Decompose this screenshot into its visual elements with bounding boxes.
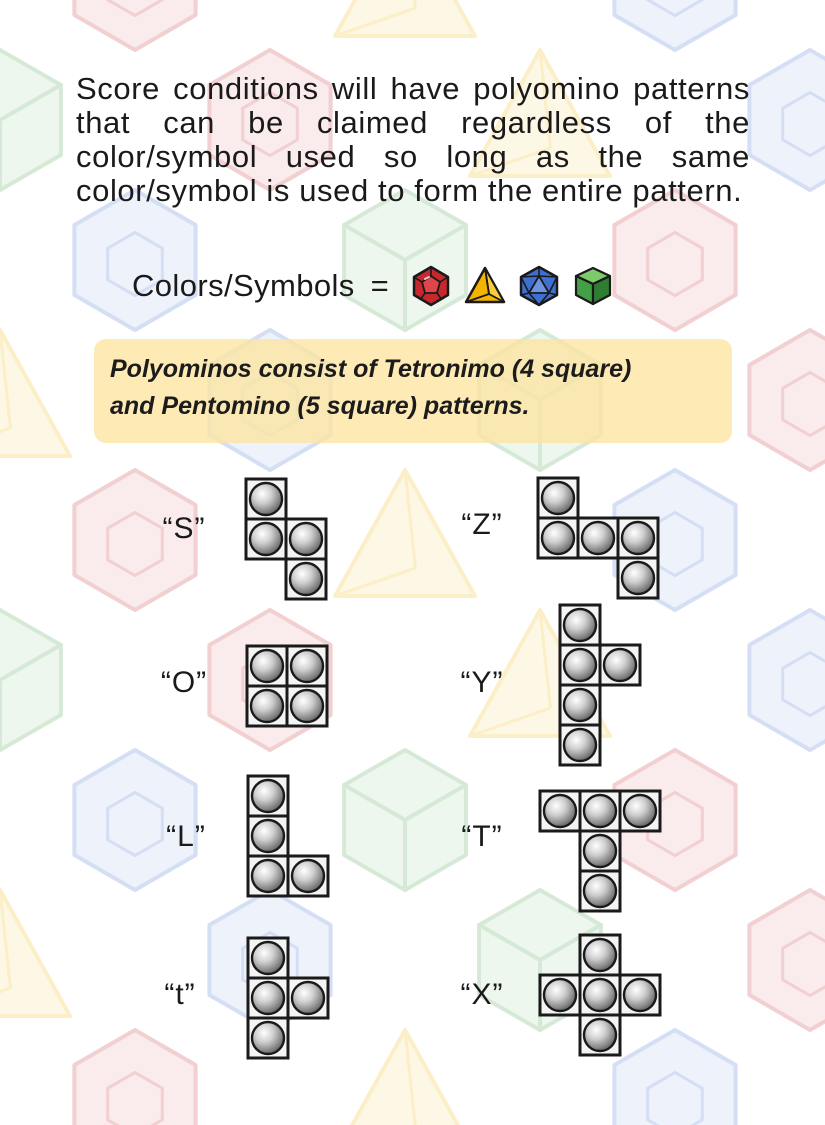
- yellow-tetrahedron-icon: [463, 264, 507, 308]
- polyomino-x: [537, 932, 663, 1052]
- polyomino-t: [537, 788, 663, 908]
- game-piece-ball: [544, 795, 576, 827]
- game-piece-ball: [252, 820, 284, 852]
- game-piece-ball: [250, 483, 282, 515]
- game-piece-ball: [290, 523, 322, 555]
- colors-symbols-label: Colors/Symbols: [132, 268, 355, 303]
- game-piece-ball: [582, 522, 614, 554]
- game-piece-ball: [564, 609, 596, 641]
- game-piece-ball: [291, 650, 323, 682]
- game-piece-ball: [252, 942, 284, 974]
- game-piece-ball: [252, 982, 284, 1014]
- game-piece-ball: [584, 875, 616, 907]
- blue-icosahedron-icon: [517, 264, 561, 308]
- game-piece-ball: [292, 860, 324, 892]
- piece-label-l: “L”: [166, 820, 206, 853]
- piece-label-t-lower: “t”: [164, 978, 196, 1011]
- game-piece-ball: [544, 979, 576, 1011]
- game-piece-ball: [584, 835, 616, 867]
- red-dodecahedron-icon: [409, 264, 453, 308]
- piece-label-z: “Z”: [461, 508, 503, 541]
- game-piece-ball: [252, 860, 284, 892]
- intro-paragraph: Score conditions will have polyomino patterns that can be claimed regardless of the color/symbol used so long as the same color/symbol is used to form the entire pattern.: [76, 71, 750, 208]
- green-cube-icon: [571, 264, 615, 308]
- callout-line-1: Polyominos consist of Tetronimo (4 square): [110, 355, 632, 383]
- game-piece-ball: [584, 939, 616, 971]
- game-piece-ball: [622, 522, 654, 554]
- game-piece-ball: [542, 482, 574, 514]
- colors-symbols-row: [132, 262, 625, 310]
- polyomino-z: [535, 475, 661, 595]
- polyomino-y: [557, 602, 643, 762]
- game-piece-ball: [584, 979, 616, 1011]
- game-piece-ball: [291, 690, 323, 722]
- polyomino-callout-box: [94, 339, 732, 443]
- game-piece-ball: [542, 522, 574, 554]
- game-piece-ball: [251, 690, 283, 722]
- game-piece-ball: [290, 563, 322, 595]
- callout-line-2: and Pentomino (5 square) patterns.: [110, 392, 530, 420]
- piece-label-t: “T”: [461, 820, 503, 853]
- piece-label-y: “Y”: [460, 666, 504, 699]
- game-piece-ball: [584, 1019, 616, 1051]
- polyomino-o: [244, 643, 330, 723]
- polyomino-s: [243, 476, 329, 596]
- polyomino-l: [245, 773, 331, 893]
- game-piece-ball: [624, 979, 656, 1011]
- game-piece-ball: [604, 649, 636, 681]
- game-piece-ball: [622, 562, 654, 594]
- game-piece-ball: [584, 795, 616, 827]
- game-piece-ball: [252, 1022, 284, 1054]
- game-piece-ball: [564, 649, 596, 681]
- game-piece-ball: [564, 729, 596, 761]
- game-piece-ball: [252, 780, 284, 812]
- equals-sign: =: [370, 268, 389, 303]
- game-piece-ball: [250, 523, 282, 555]
- polyomino-t-lower: [245, 935, 331, 1055]
- game-piece-ball: [251, 650, 283, 682]
- piece-label-o: “O”: [160, 666, 208, 699]
- piece-label-x: “X”: [460, 978, 504, 1011]
- game-piece-ball: [564, 689, 596, 721]
- game-piece-ball: [292, 982, 324, 1014]
- piece-label-s: “S”: [162, 512, 206, 545]
- game-piece-ball: [624, 795, 656, 827]
